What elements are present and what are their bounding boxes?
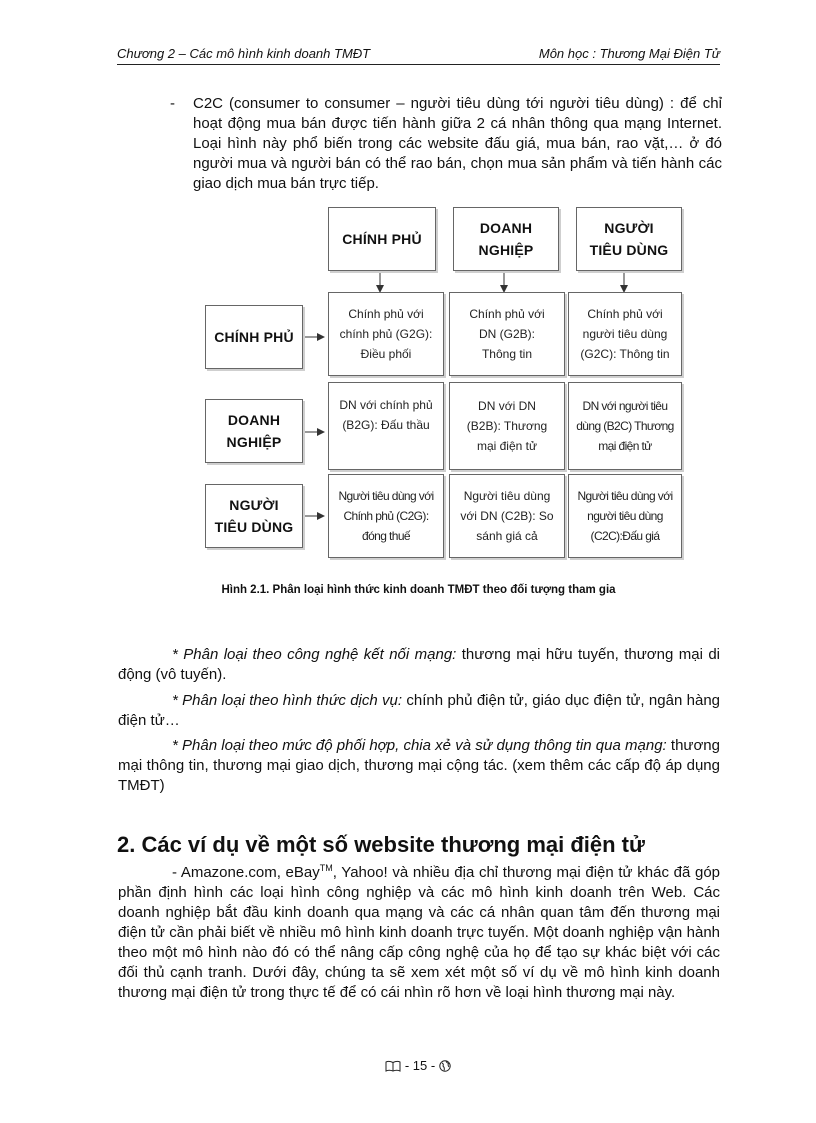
row-header-business: DOANH NGHIỆP: [205, 399, 303, 463]
col-header-business: DOANH NGHIỆP: [453, 207, 559, 271]
bullet-dash: -: [170, 95, 175, 112]
paragraph-network-tech: [118, 645, 720, 685]
cell-g2g: Chính phủ với chính phủ (G2G): Điều phối: [328, 292, 444, 376]
col-header-consumer: NGƯỜI TIÊU DÙNG: [576, 207, 682, 271]
cell-g2b: Chính phủ với DN (G2B): Thông tin: [449, 292, 565, 376]
book-icon: [385, 1060, 401, 1072]
paragraph-text: thương mại hữu tuyến, thương mại di động (vô tuyến).: [118, 646, 720, 683]
c2c-bullet: [170, 94, 722, 194]
paragraph-label: * Phân loại theo công nghệ kết nối mạng:: [172, 646, 457, 663]
header-chapter-title: Chương 2 – Các mô hình kinh doanh TMĐT: [117, 46, 371, 61]
col-header-government: CHÍNH PHỦ: [328, 207, 436, 271]
section-body: [118, 863, 720, 1003]
page-header: [117, 40, 720, 65]
page-footer: [300, 1058, 536, 1073]
cell-g2c: Chính phủ với người tiêu dùng (G2C): Thông tin: [568, 292, 682, 376]
paragraph-text: thương mại thông tin, thương mại giao dịch, thương mại cộng tác. (xem thêm các cấp độ áp dụng TMĐT): [118, 737, 720, 794]
cell-b2c: DN với người tiêu dùng (B2C) Thương mại điện tử: [568, 382, 682, 470]
row-header-consumer: NGƯỜI TIÊU DÙNG: [205, 484, 303, 548]
row-header-government: CHÍNH PHỦ: [205, 305, 303, 369]
cell-c2b: Người tiêu dùng với DN (C2B): So sánh giá cả: [449, 474, 565, 558]
bullet-text: C2C (consumer to consumer – người tiêu dùng tới người tiêu dùng) : để chỉ hoạt động mua bán được tiến hành giữa 2 cá nhân thông qua mạng Internet. Loại hình này phổ biến trong các website đấu giá, mua bán, rao vặt,… ở đó người mua và người bán có thể rao bán, chọn mua sản phẩm và tiến hành các giao dịch mua bán trực tiếp.: [193, 95, 722, 192]
cell-c2g: Người tiêu dùng với Chính phủ (C2G): đóng thuế: [328, 474, 444, 558]
paragraph-text: chính phủ điện tử, giáo dục điện tử, ngân hàng điện tử…: [118, 692, 721, 729]
section-body-rest: , Yahoo! và nhiều địa chỉ thương mại điện tử khác đã góp phần định hình các loại hình công nghiệp và các mô hình kinh doanh trên Web. Các doanh nghiệp bắt đầu kinh doanh qua mạng và các cá nhân quan tâm đến thương mại điện tử cần phải biết về nhiều mô hình kinh doanh trực tuyến. Một doanh nghiệp vận hành theo một mô hình nào đó có thể nâng cấp công nghệ của họ để tạo sự khác biệt với các đối thủ cạnh tranh. Dưới đây, chúng ta sẽ xem xét một số ví dụ về mô hình kinh doanh thương mại điện tử trong thực tế để có cái nhìn rõ hơn về loại hình thương mại này.: [118, 864, 720, 1001]
paragraph-coordination-level: [118, 736, 720, 796]
classification-diagram: [204, 206, 684, 558]
globe-icon: [439, 1060, 451, 1072]
section-title: 2. Các ví dụ về một số website thương mại điện tử: [117, 832, 645, 857]
page-number: - 15 -: [401, 1058, 439, 1073]
header-course-title: Môn học : Thương Mại Điện Tử: [538, 46, 720, 61]
trademark-mark: TM: [319, 863, 333, 873]
section-body-start: - Amazone.com, eBay: [172, 864, 320, 881]
cell-b2g: DN với chính phủ (B2G): Đấu thầu: [328, 382, 444, 470]
paragraph-label: * Phân loại theo mức độ phối hợp, chia xẻ và sử dụng thông tin qua mạng:: [172, 737, 667, 754]
figure-caption: Hình 2.1. Phân loại hình thức kinh doanh TMĐT theo đối tượng tham gia: [221, 584, 616, 596]
paragraph-label: * Phân loại theo hình thức dịch vụ:: [172, 692, 403, 709]
paragraph-service-form: [118, 691, 720, 731]
cell-c2c: Người tiêu dùng với người tiêu dùng (C2C):Đấu giá: [568, 474, 682, 558]
cell-b2b: DN với DN (B2B): Thương mại điện tử: [449, 382, 565, 470]
